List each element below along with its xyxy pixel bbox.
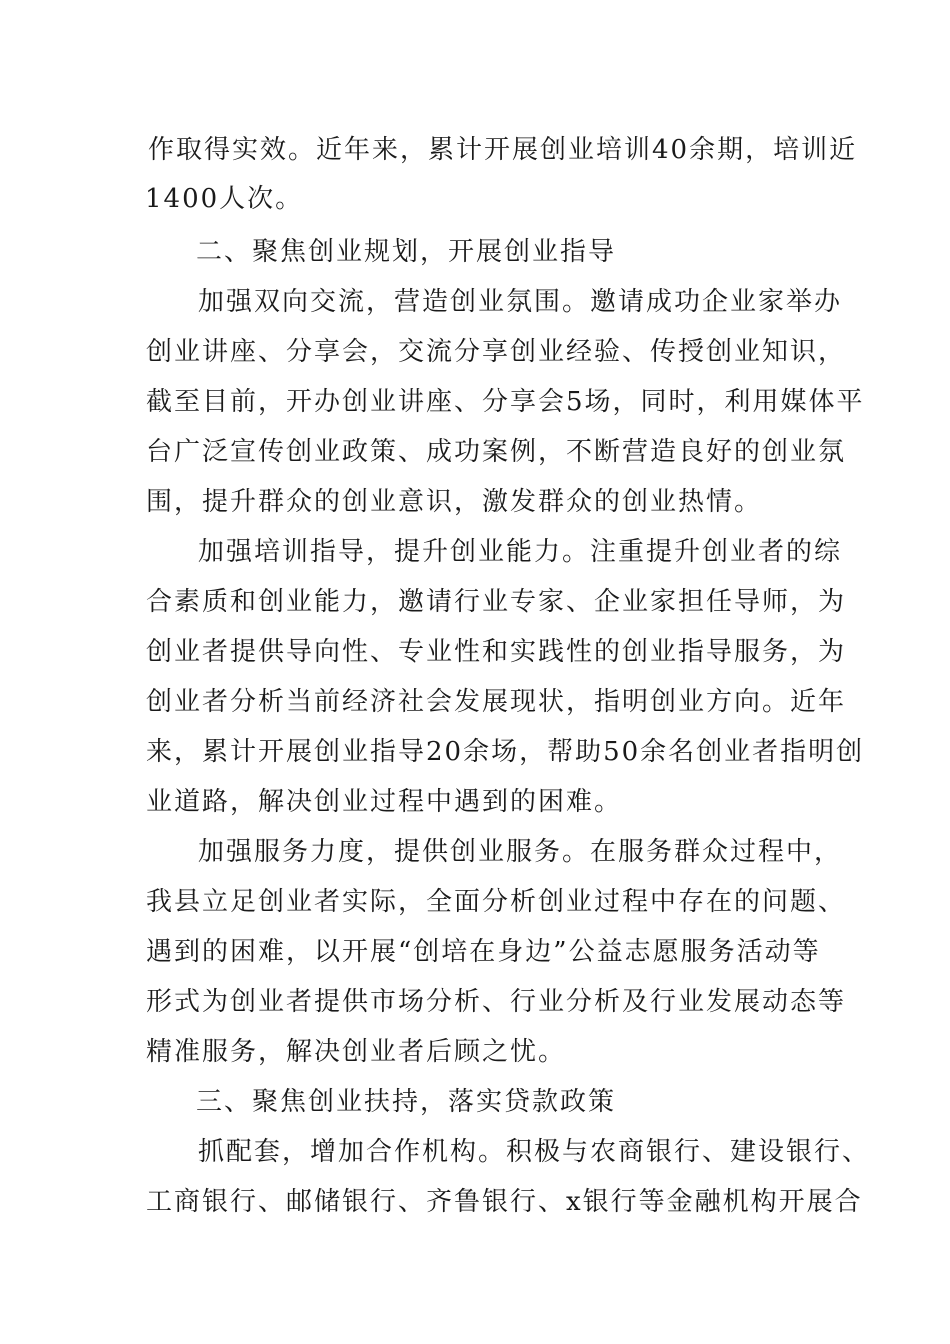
text-line: 创业者分析当前经济社会发展现状，指明创业方向。近年 [146, 687, 847, 717]
text-line: 工商银行、邮储银行、齐鲁银行、x银行等金融机构开展合 [146, 1187, 863, 1217]
section-heading: 二、聚焦创业规划，开展创业指导 [196, 237, 617, 267]
text-line: 台广泛宣传创业政策、成功案例，不断营造良好的创业氛 [146, 437, 847, 467]
paragraph-first-line: 抓配套，增加合作机构。积极与农商银行、建设银行、 [198, 1137, 871, 1167]
paragraph-first-line: 加强双向交流，营造创业氛围。邀请成功企业家举办 [198, 287, 843, 317]
text-line: 形式为创业者提供市场分析、行业分析及行业发展动态等 [146, 987, 847, 1017]
section-heading: 三、聚焦创业扶持，落实贷款政策 [196, 1087, 617, 1117]
text-line: 我县立足创业者实际，全面分析创业过程中存在的问题、 [146, 887, 847, 917]
text-line: 遇到的困难，以开展“创培在身边”公益志愿服务活动等 [146, 937, 821, 967]
text-line: 业道路，解决创业过程中遇到的困难。 [146, 787, 623, 817]
text-line: 作取得实效。近年来，累计开展创业培训40余期，培训近 [148, 135, 858, 165]
text-line: 精准服务，解决创业者后顾之忧。 [146, 1037, 567, 1067]
text-line: 创业者提供导向性、专业性和实践性的创业指导服务，为 [146, 637, 847, 667]
text-line: 创业讲座、分享会，交流分享创业经验、传授创业知识， [146, 337, 847, 367]
text-line: 来，累计开展创业指导20余场，帮助50余名创业者指明创 [146, 737, 865, 767]
paragraph-first-line: 加强培训指导，提升创业能力。注重提升创业者的综 [198, 537, 843, 567]
text-line: 围，提升群众的创业意识，激发群众的创业热情。 [146, 487, 763, 517]
text-line: 合素质和创业能力，邀请行业专家、企业家担任导师，为 [146, 587, 847, 617]
text-line: 截至目前，开办创业讲座、分享会5场，同时，利用媒体平 [146, 387, 865, 417]
paragraph-first-line: 加强服务力度，提供创业服务。在服务群众过程中， [198, 837, 843, 867]
text-line: 1400人次。 [145, 184, 304, 214]
